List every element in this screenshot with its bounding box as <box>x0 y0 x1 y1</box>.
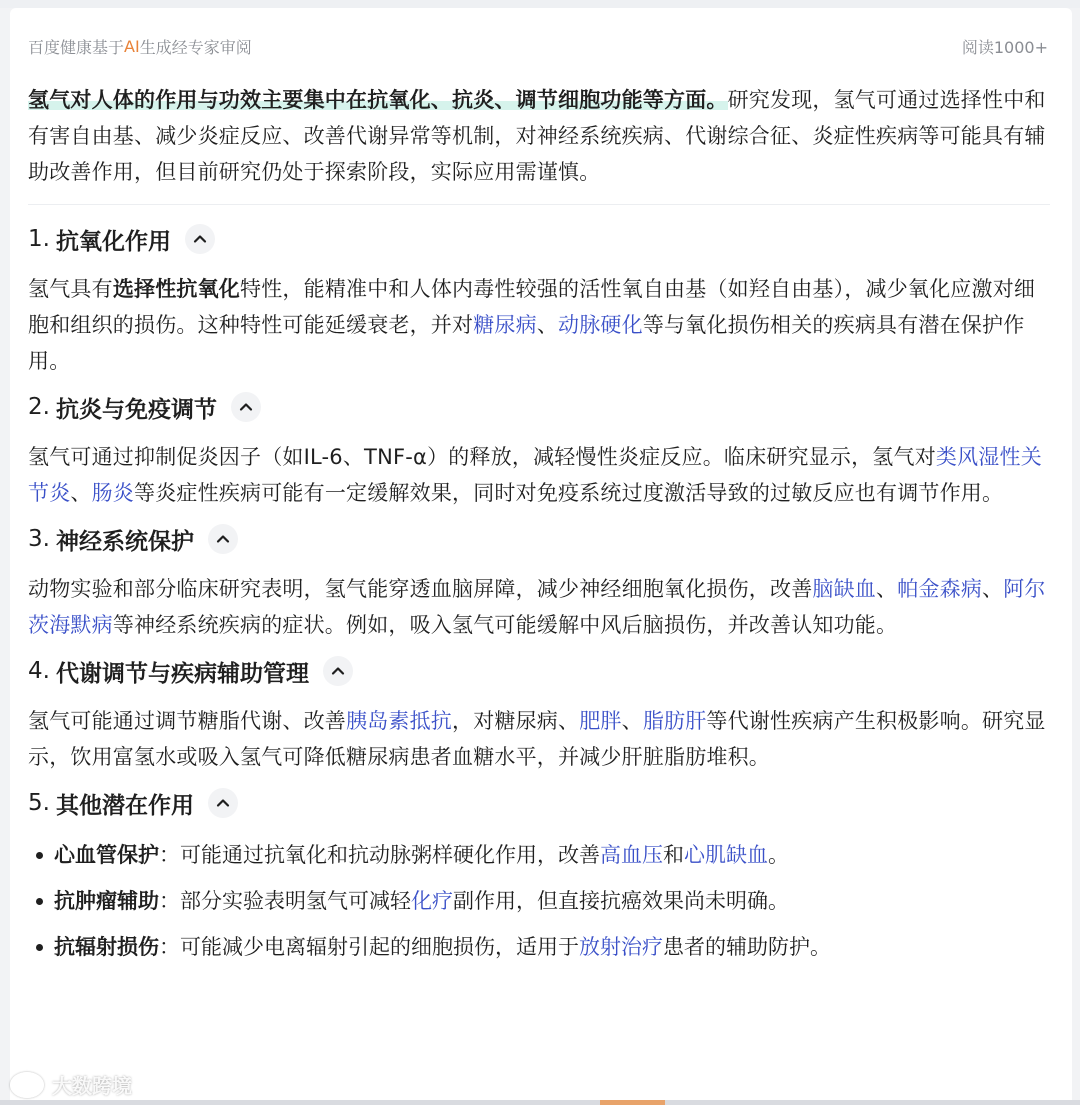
watermark-text: 大数跨境 <box>52 1074 132 1098</box>
read-count: 阅读1000+ <box>961 37 1048 57</box>
summary-highlight: 氢气对人体的作用与功效主要集中在抗氧化、抗炎、调节细胞功能等方面。 <box>28 88 728 112</box>
text-run: 、 <box>982 577 1004 601</box>
text-run: 动物实验和部分临床研究表明，氢气能穿透血脑屏障，减少神经细胞氧化损伤，改善 <box>28 577 813 601</box>
link-alzheimers[interactable]: 阿尔茨海默病 <box>28 577 1046 637</box>
section-title-other <box>28 783 1050 823</box>
text-run: 副作用，但直接抗癌效果尚未明确。 <box>453 889 789 913</box>
section-heading: 其他潜在作用 <box>55 792 194 819</box>
list-item <box>28 883 1050 919</box>
text-run: ：可能通过抗氧化和抗动脉粥样硬化作用，改善 <box>159 843 600 867</box>
link-insulin-resistance[interactable]: 胰岛素抵抗 <box>346 709 452 733</box>
link-cerebral-ischemia[interactable]: 脑缺血 <box>812 577 877 601</box>
text-run: 特性，能精准中和人体内毒性较强的活性氧自由基（如羟自由基），减少氧化应激对细胞和组织的损伤。这种特性可能延缓衰老，并对 <box>28 277 1036 337</box>
bold-term: 选择性抗氧化 <box>112 277 241 301</box>
summary-rest: 研究发现，氢气可通过选择性中和有害自由基、减少炎症反应、改善代谢异常等机制，对神经系统疾病、代谢综合征、炎症性疾病等可能具有辅助改善作用，但目前研究仍处于探索阶段，实际应用需谨慎。 <box>28 88 1046 184</box>
answer-content <box>28 82 1050 975</box>
meta-row <box>28 34 1048 58</box>
link-fatty-liver[interactable]: 脂肪肝 <box>642 709 707 733</box>
link-hypertension[interactable]: 高血压 <box>600 843 663 867</box>
link-arteriosclerosis[interactable]: 动脉硬化 <box>558 313 643 337</box>
section-number: 4. <box>28 658 50 684</box>
list-item <box>28 837 1050 873</box>
section-heading: 代谢调节与疾病辅助管理 <box>55 660 309 687</box>
chevron-up-icon[interactable] <box>208 788 238 818</box>
text-run: 氢气可能通过调节糖脂代谢、改善 <box>28 709 346 733</box>
text-run: 、 <box>70 481 92 505</box>
section-heading: 抗氧化作用 <box>55 228 171 255</box>
section-number: 3. <box>28 526 50 552</box>
link-radiotherapy[interactable]: 放射治疗 <box>579 935 663 959</box>
text-run: 、 <box>621 709 643 733</box>
bottom-bar <box>0 1100 1080 1105</box>
bold-term: 心血管保护 <box>54 843 159 867</box>
chevron-up-icon[interactable] <box>208 524 238 554</box>
section-number: 5. <box>28 790 50 816</box>
text-run: 和 <box>663 843 684 867</box>
source-suffix: 生成经专家审阅 <box>139 37 252 57</box>
section-title-anti-inflammatory <box>28 387 1050 427</box>
link-myocardial-ischemia[interactable]: 心肌缺血 <box>684 843 768 867</box>
section-heading: 神经系统保护 <box>55 528 194 555</box>
text-run: ，对糖尿病、 <box>452 709 580 733</box>
bold-term: 抗肿瘤辅助 <box>54 889 159 913</box>
text-run: ：部分实验表明氢气可减轻 <box>159 889 411 913</box>
text-run: ：可能减少电离辐射引起的细胞损伤，适用于 <box>159 935 579 959</box>
link-obesity[interactable]: 肥胖 <box>579 709 622 733</box>
section-title-metabolic <box>28 651 1050 691</box>
link-rheumatoid-arthritis[interactable]: 类风湿性关节炎 <box>28 445 1042 505</box>
source-note <box>28 35 252 58</box>
source-ai: AI <box>124 36 140 56</box>
section-title-antioxidant <box>28 219 1050 259</box>
chevron-up-icon[interactable] <box>323 656 353 686</box>
text-run: 。 <box>768 843 789 867</box>
summary-paragraph <box>28 82 1050 190</box>
bottom-bar-accent <box>600 1100 665 1105</box>
text-run: 等神经系统疾病的症状。例如，吸入氢气可能缓解中风后脑损伤，并改善认知功能。 <box>112 613 898 637</box>
link-diabetes[interactable]: 糖尿病 <box>473 313 537 337</box>
section-body-antioxidant <box>28 271 1050 379</box>
chevron-up-icon[interactable] <box>231 392 261 422</box>
text-run: 氢气可通过抑制促炎因子（如IL-6、TNF-α）的释放，减轻慢性炎症反应。临床研究显示，氢气对 <box>28 445 936 469</box>
link-enteritis[interactable]: 肠炎 <box>91 481 135 505</box>
watermark <box>10 1070 132 1099</box>
logo-badge-icon <box>10 1072 44 1098</box>
text-run: 氢气具有 <box>28 277 113 301</box>
bold-term: 抗辐射损伤 <box>54 935 159 959</box>
text-run: 、 <box>536 313 559 337</box>
section-body-metabolic <box>28 703 1050 775</box>
source-prefix: 百度健康基于 <box>28 37 125 57</box>
section-title-neuro <box>28 519 1050 559</box>
text-run: 、 <box>876 577 898 601</box>
text-run: 患者的辅助防护。 <box>663 935 831 959</box>
section-heading: 抗炎与免疫调节 <box>55 396 217 423</box>
text-run: 等炎症性疾病可能有一定缓解效果，同时对免疫系统过度激活导致的过敏反应也有调节作用。 <box>134 481 1004 505</box>
chevron-up-icon[interactable] <box>185 224 215 254</box>
top-strip <box>0 0 1080 8</box>
link-parkinsons[interactable]: 帕金森病 <box>897 577 983 601</box>
section-number: 2. <box>28 394 50 420</box>
answer-card <box>10 8 1072 1105</box>
section-body-neuro <box>28 571 1050 643</box>
divider <box>28 204 1050 205</box>
other-effects-list <box>28 837 1050 965</box>
text-run: 等与氧化损伤相关的疾病具有潜在保护作用。 <box>28 313 1025 373</box>
section-body-anti-inflammatory <box>28 439 1050 511</box>
section-number: 1. <box>28 226 50 252</box>
list-item <box>28 929 1050 965</box>
text-run: 等代谢性疾病产生积极影响。研究显示，饮用富氢水或吸入氢气可降低糖尿病患者血糖水平，并减少肝脏脂肪堆积。 <box>28 709 1046 769</box>
link-chemotherapy[interactable]: 化疗 <box>411 889 453 913</box>
